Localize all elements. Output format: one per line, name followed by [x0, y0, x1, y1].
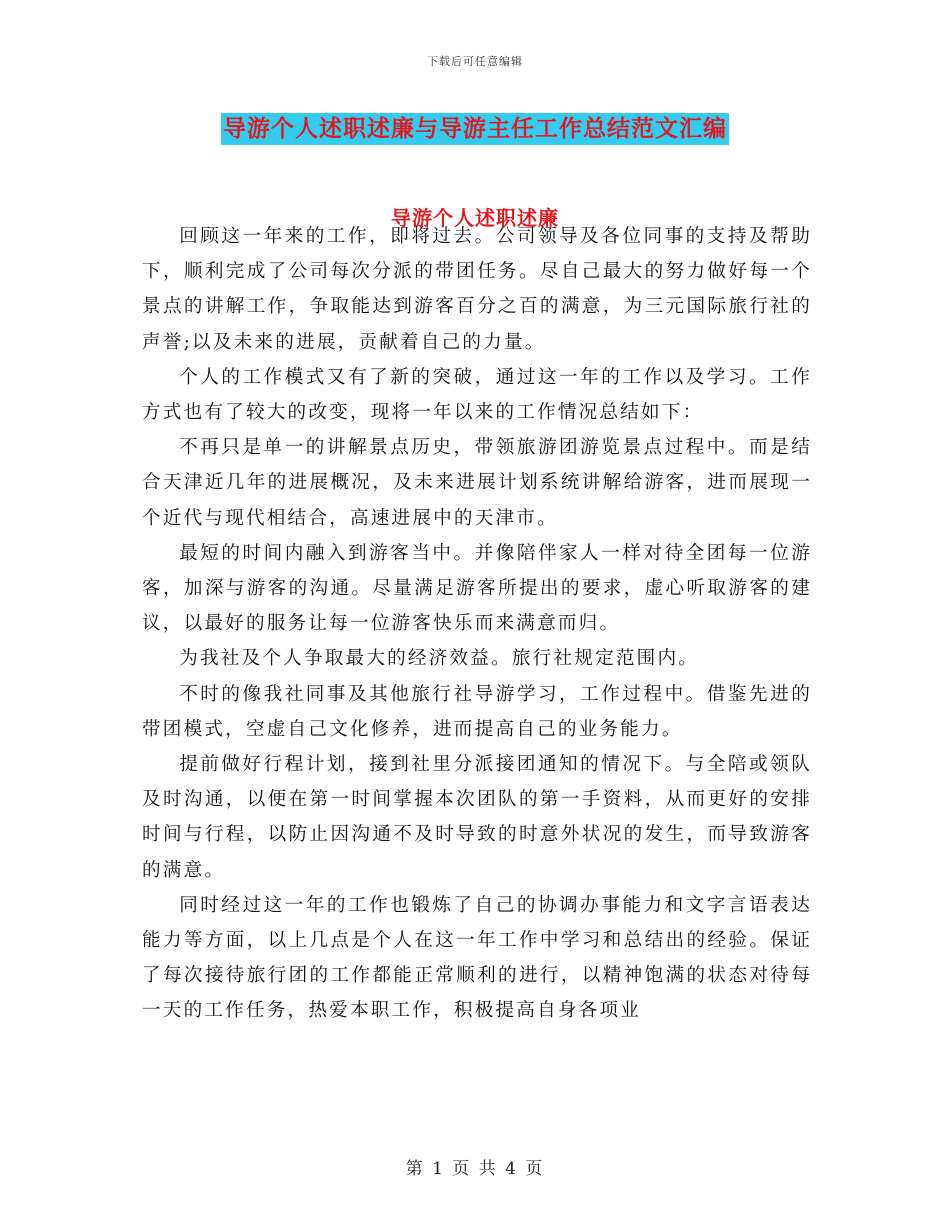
paragraph: 不再只是单一的讲解景点历史，带领旅游团游览景点过程中。而是结合天津近几年的进展概况，及未来进展计划系统讲解给游客，进而展现一个近代与现代相结合，高速进展中的天津市。	[142, 437, 812, 529]
section-title: 导游个人述职述廉	[391, 206, 559, 230]
paragraph: 最短的时间内融入到游客当中。并像陪伴家人一样对待全团每一位游客，加深与游客的沟通。尽量满足游客所提出的要求，虚心听取游客的建议，以最好的服务让每一位游客快乐而来满意而归。	[142, 542, 812, 635]
paragraph: 个人的工作模式又有了新的突破，通过这一年的工作以及学习。工作方式也有了较大的改变，现将一年以来的工作情况总结如下：	[142, 366, 812, 424]
document-body	[142, 219, 812, 1029]
paragraph: 回顾这一年来的工作，即将过去。公司领导及各位同事的支持及帮助下，顺利完成了公司每次分派的带团任务。尽自己最大的努力做好每一个景点的讲解工作，争取能达到游客百分之百的满意，为三元国际旅行社的声誉;以及未来的进展，贡献着自己的力量。	[142, 226, 812, 353]
paragraph: 不时的像我社同事及其他旅行社导游学习，工作过程中。借鉴先进的带团模式，空虚自己文化修养，进而提高自己的业务能力。	[142, 683, 812, 740]
page-header-note: 下载后可任意编辑	[427, 55, 523, 68]
paragraph: 提前做好行程计划，接到社里分派接团通知的情况下。与全陪或领队及时沟通，以便在第一时间掌握本次团队的第一手资料，从而更好的安排时间与行程，以防止因沟通不及时导致的时意外状况的发生，而导致游客的满意。	[142, 754, 812, 881]
paragraph: 同时经过这一年的工作也锻炼了自己的协调办事能力和文字言语表达能力等方面，以上几点是个人在这一年工作中学习和总结出的经验。保证了每次接待旅行团的工作都能正常顺利的进行，以精神饱满的状态对待每一天的工作任务，热爱本职工作，积极提高自身各项业	[142, 894, 812, 1022]
document-title-container	[0, 113, 950, 145]
document-title: 导游个人述职述廉与导游主任工作总结范文汇编	[221, 113, 729, 145]
paragraph: 为我社及个人争取最大的经济效益。旅行社规定范围内。	[179, 648, 700, 670]
page-number-footer: 第 1 页 共 4 页	[405, 1159, 545, 1179]
